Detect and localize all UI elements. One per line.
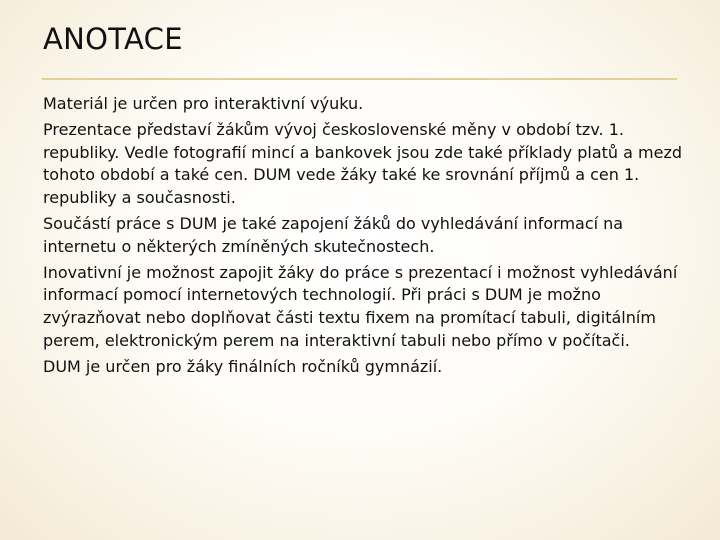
paragraph-search: Součástí práce s DUM je také zapojení žáků do vyhledávání informací na internetu o některých zmíněných skutečnostech. [43, 213, 624, 256]
paragraph-intro: Materiál je určen pro interaktivní výuku. [43, 94, 364, 113]
paragraph-innovation: Inovativní je možnost zapojit žáky do práce s prezentací i možnost vyhledávání informací pomocí internetových technologií. Při práci s DUM je možno zvýrazňovat nebo doplňovat části textu fixem na promítací tabuli, digitálním perem, elektronickým perem na interaktivní tabuli nebo přímo v počítači. [43, 262, 678, 350]
slide-body [43, 93, 683, 382]
slide-title: ANOTACE [43, 22, 183, 56]
paragraph-presentation: Prezentace představí žákům vývoj československé měny v období tzv. 1. republiky. Vedle fotografií mincí a bankovek jsou zde také příklady platů a mezd tohoto období a také cen. DUM vede žáky také ke srovnání příjmů a cen 1. republiky a současnosti. [43, 119, 682, 208]
title-divider [42, 78, 677, 80]
paragraph-audience: DUM je určen pro žáky finálních ročníků gymnázií. [43, 356, 443, 376]
